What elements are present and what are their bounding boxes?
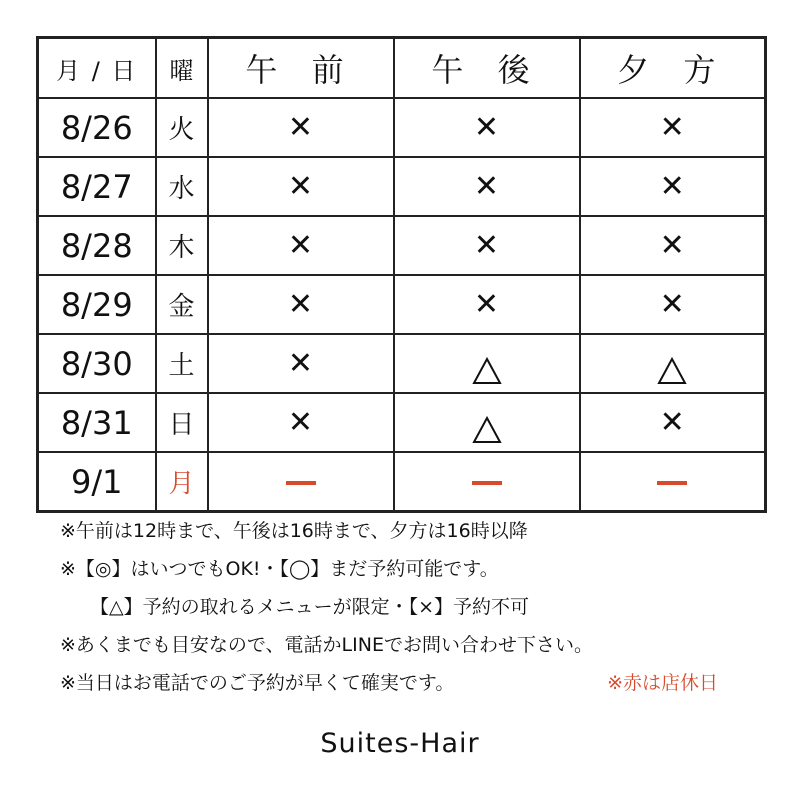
- unavailable-mark-icon: ✕: [473, 110, 500, 145]
- closed-dash-icon: [472, 481, 502, 485]
- cell-afternoon: [394, 275, 580, 334]
- row-date: 8/29: [38, 275, 156, 334]
- unavailable-mark-icon: ✕: [473, 287, 500, 322]
- unavailable-mark-icon: ✕: [287, 405, 314, 440]
- notes-block: [60, 512, 780, 702]
- unavailable-mark-icon: ✕: [287, 228, 314, 263]
- row-day-of-week: 火: [156, 98, 208, 157]
- row-day-of-week: 金: [156, 275, 208, 334]
- cell-afternoon: [394, 393, 580, 452]
- header-afternoon: 午 後: [394, 38, 580, 99]
- note-time-ranges: ※午前は12時まで、午後は16時まで、夕方は16時以降: [60, 520, 528, 542]
- table-row: [38, 452, 766, 512]
- header-day-of-week: 曜: [156, 38, 208, 99]
- unavailable-mark-icon: ✕: [287, 169, 314, 204]
- note-same-day: [60, 664, 780, 702]
- table-row: [38, 157, 766, 216]
- cell-afternoon: [394, 334, 580, 393]
- table-row: [38, 98, 766, 157]
- schedule-sheet: [36, 36, 766, 513]
- note-same-day-text: ※当日はお電話でのご予約が早くて確実です。: [60, 672, 455, 694]
- row-day-of-week: 水: [156, 157, 208, 216]
- cell-evening: [580, 216, 766, 275]
- unavailable-mark-icon: ✕: [659, 110, 685, 145]
- table-row: [38, 216, 766, 275]
- unavailable-mark-icon: ✕: [287, 287, 314, 322]
- note-closed-day-legend: ※赤は店休日: [607, 672, 718, 694]
- row-date: 8/27: [38, 157, 156, 216]
- row-day-of-week-closed: 月: [156, 452, 208, 512]
- limited-availability-triangle-icon: [657, 357, 687, 385]
- availability-table: [36, 36, 767, 513]
- note-symbol-legend-2: 【△】予約の取れるメニューが限定・【×】予約不可: [90, 596, 530, 618]
- cell-morning: [208, 216, 394, 275]
- unavailable-mark-icon: ✕: [473, 169, 500, 204]
- cell-evening: [580, 452, 766, 512]
- brand-name: Suites-Hair: [320, 728, 480, 759]
- cell-evening: [580, 157, 766, 216]
- row-date: 8/30: [38, 334, 156, 393]
- unavailable-mark-icon: ✕: [659, 287, 685, 322]
- row-day-of-week: 土: [156, 334, 208, 393]
- unavailable-mark-icon: ✕: [659, 228, 685, 263]
- row-date: 8/26: [38, 98, 156, 157]
- cell-morning: [208, 334, 394, 393]
- cell-morning: [208, 157, 394, 216]
- table-header-row: [38, 38, 766, 99]
- note-symbol-legend-1: ※【◎】はいつでもOK!・【◯】まだ予約可能です。: [60, 558, 499, 580]
- row-date: 8/28: [38, 216, 156, 275]
- cell-afternoon: [394, 98, 580, 157]
- table-row: [38, 334, 766, 393]
- closed-dash-icon: [286, 481, 316, 485]
- closed-dash-icon: [657, 481, 687, 485]
- header-date: 月 / 日: [38, 38, 156, 99]
- limited-availability-triangle-icon: [472, 416, 502, 444]
- cell-evening: [580, 98, 766, 157]
- cell-afternoon: [394, 157, 580, 216]
- cell-evening: [580, 393, 766, 452]
- cell-morning: [208, 452, 394, 512]
- limited-availability-triangle-icon: [472, 357, 502, 385]
- unavailable-mark-icon: ✕: [287, 110, 314, 145]
- cell-evening: [580, 275, 766, 334]
- row-date: 8/31: [38, 393, 156, 452]
- row-date: 9/1: [38, 452, 156, 512]
- header-evening: 夕 方: [580, 38, 766, 99]
- unavailable-mark-icon: ✕: [659, 405, 685, 440]
- header-morning: 午 前: [208, 38, 394, 99]
- note-contact: ※あくまでも目安なので、電話かLINEでお問い合わせ下さい。: [60, 634, 593, 656]
- cell-morning: [208, 275, 394, 334]
- cell-afternoon: [394, 216, 580, 275]
- cell-afternoon: [394, 452, 580, 512]
- cell-evening: [580, 334, 766, 393]
- table-row: [38, 393, 766, 452]
- table-row: [38, 275, 766, 334]
- unavailable-mark-icon: ✕: [473, 228, 500, 263]
- unavailable-mark-icon: ✕: [659, 169, 685, 204]
- unavailable-mark-icon: ✕: [287, 346, 314, 381]
- cell-morning: [208, 393, 394, 452]
- row-day-of-week: 日: [156, 393, 208, 452]
- row-day-of-week: 木: [156, 216, 208, 275]
- cell-morning: [208, 98, 394, 157]
